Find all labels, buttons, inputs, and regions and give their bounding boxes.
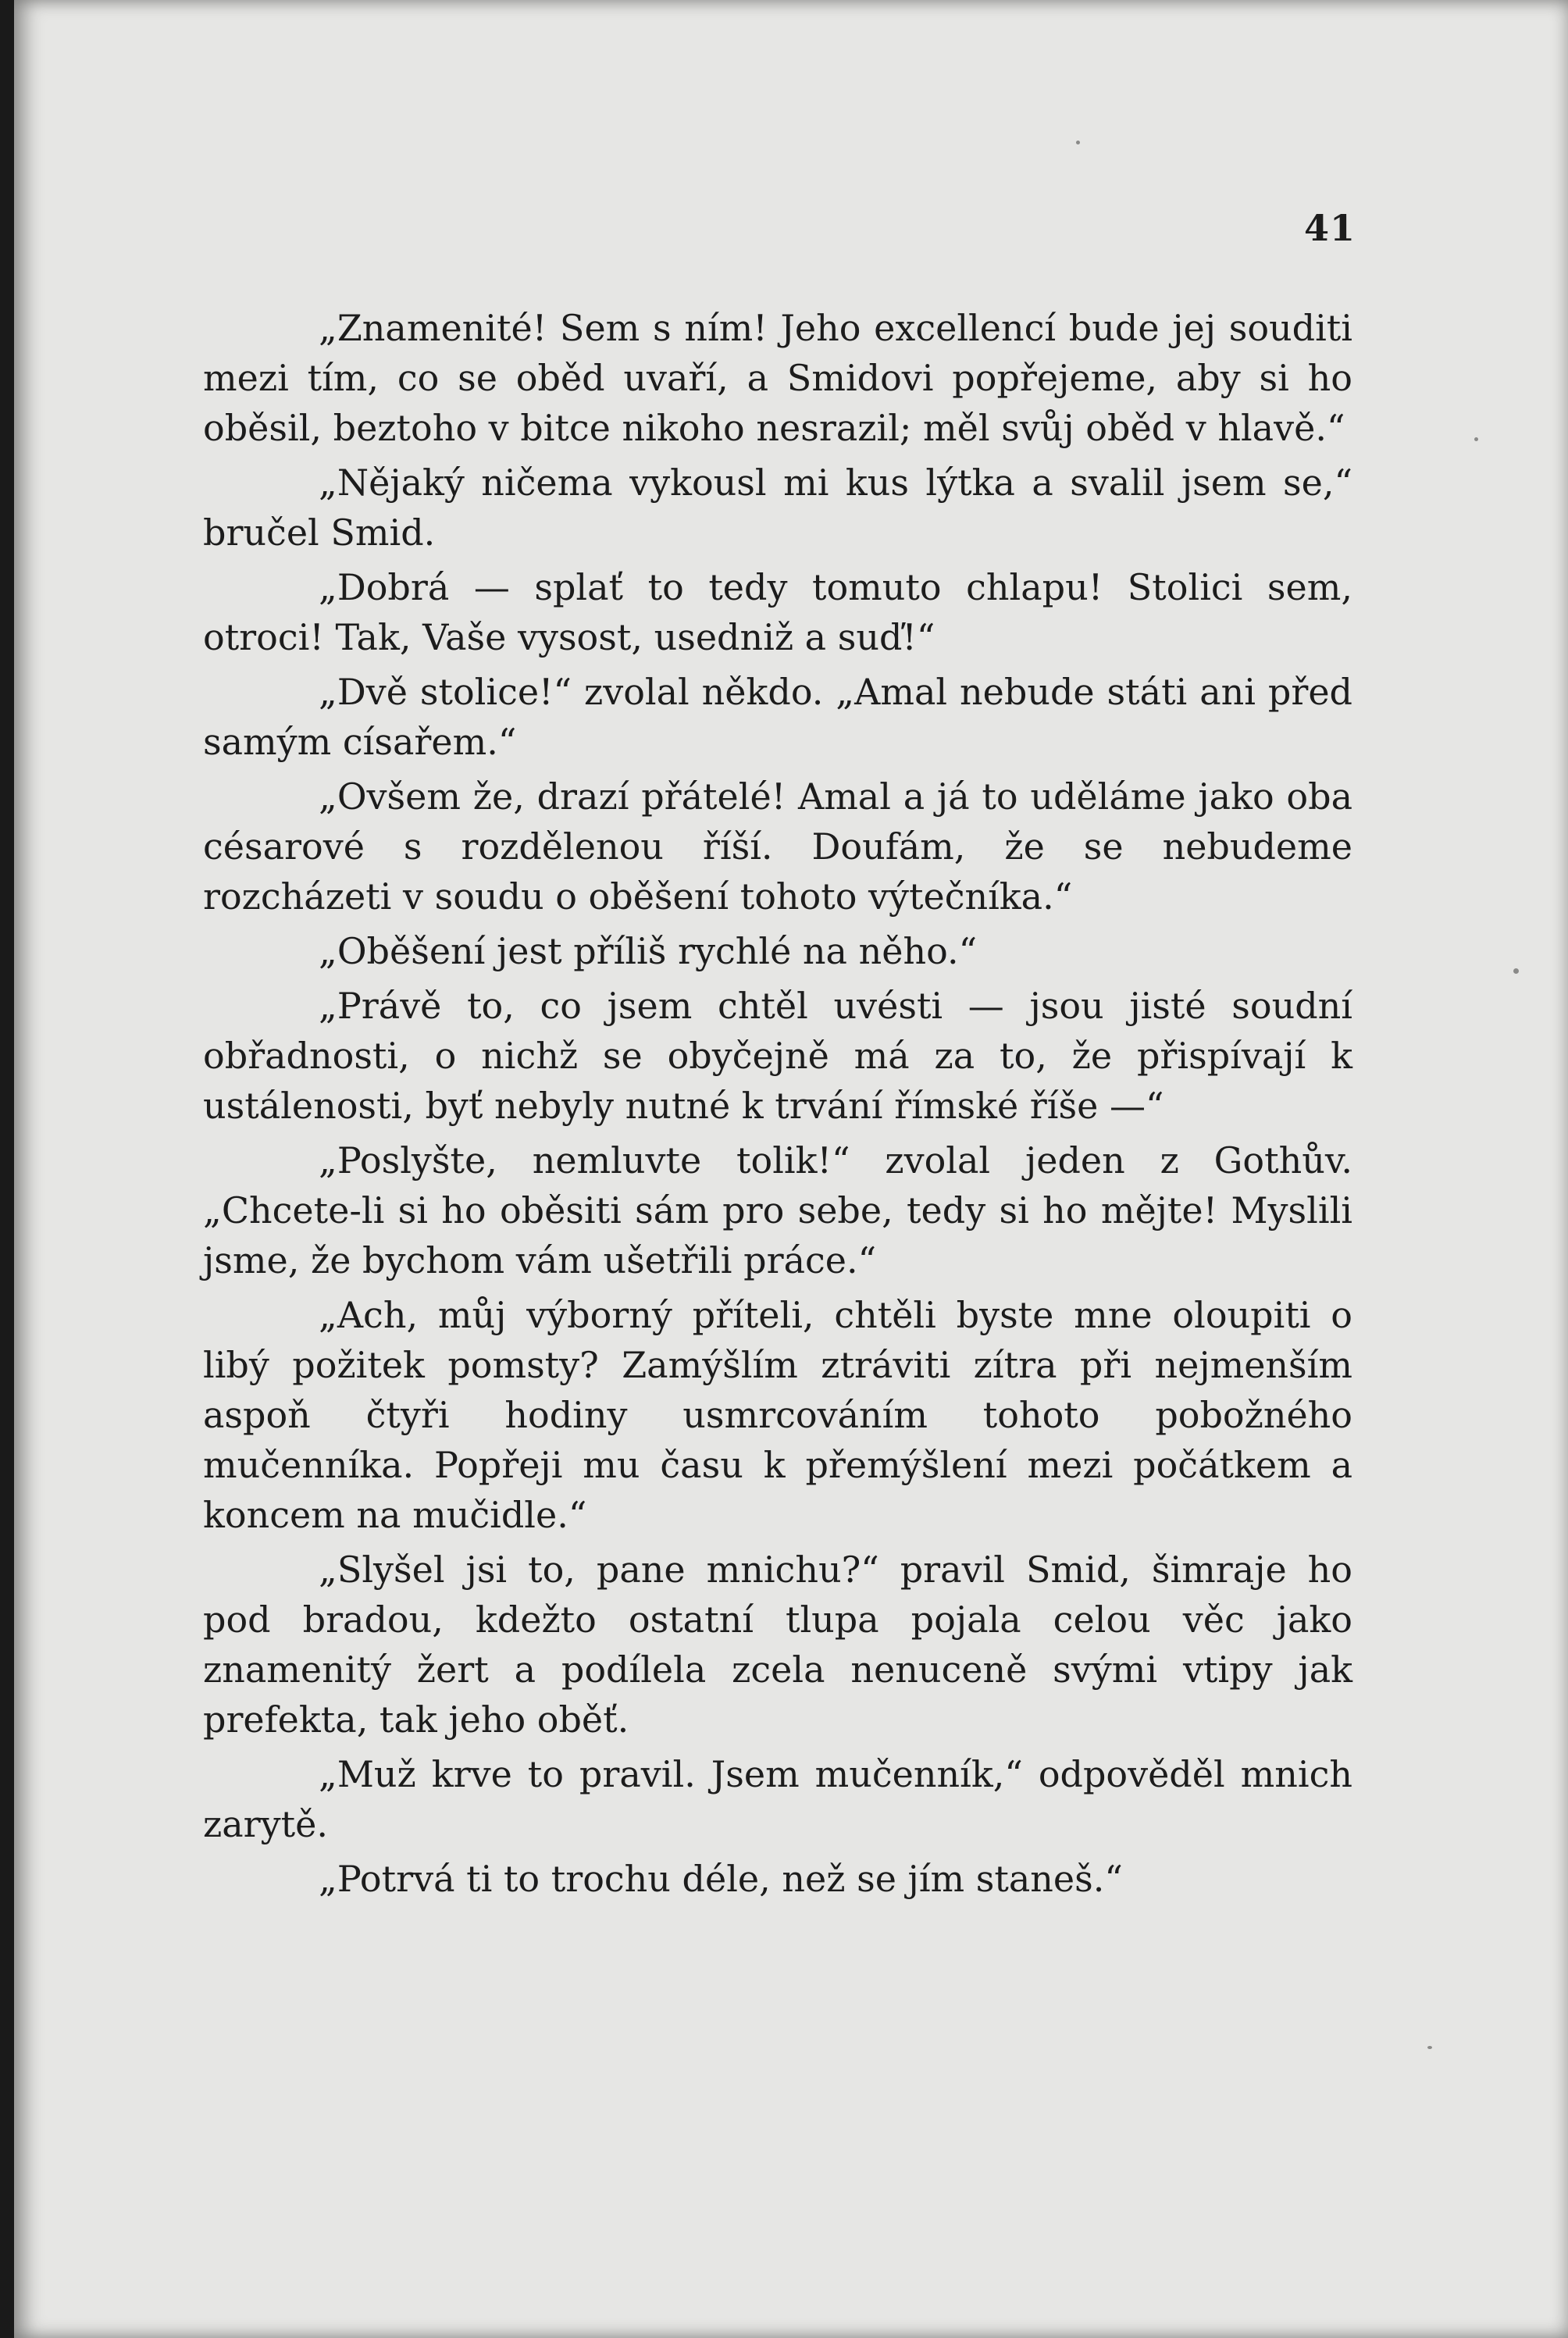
- paper-speck: [1513, 968, 1519, 974]
- paragraph: „Poslyšte, nemluvte tolik!“ zvolal jeden z Gothův. „Chcete-li si ho oběsiti sám pro sebe, tedy si ho mějte! Myslili jsme, že bychom vám ušetřili práce.“: [203, 1139, 1352, 1281]
- paragraph: „Ach, můj výborný příteli, chtěli byste mne oloupiti o libý požitek pomsty? Zamýšlím ztráviti zítra při nejmenším aspoň čtyři hodiny usmrcováním tohoto pobožného mučenníka. Popřeji mu času k přemýšlení mezi počátkem a koncem na mučidle.“: [203, 1294, 1352, 1536]
- paper-speck: [1076, 141, 1080, 144]
- page-number: 41: [1304, 207, 1356, 249]
- paragraph: „Dvě stolice!“ zvolal někdo. „Amal nebude státi ani před samým císařem.“: [203, 671, 1352, 763]
- paragraph: „Muž krve to pravil. Jsem mučenník,“ odpověděl mnich zarytě.: [203, 1753, 1352, 1845]
- paper-speck: [1474, 437, 1478, 441]
- paragraph: „Oběšení jest příliš rychlé na něho.“: [319, 930, 978, 972]
- paper-speck: [1427, 2046, 1432, 2049]
- paragraph: „Slyšel jsi to, pane mnichu?“ pravil Smid, šimraje ho pod bradou, kdežto ostatní tlupa pojala celou věc jako znamenitý žert a podílela zcela nenuceně svými vtipy jak prefekta, tak jeho oběť.: [203, 1549, 1352, 1741]
- paragraph: „Dobrá — splať to tedy tomuto chlapu! Stolici sem, otroci! Tak, Vaše vysost, usedniž a suď!“: [203, 566, 1352, 658]
- paragraph: „Potrvá ti to trochu déle, než se jím staneš.“: [319, 1858, 1123, 1900]
- body-text: [203, 303, 1352, 1909]
- book-page: [14, 0, 1568, 2338]
- paragraph: „Ovšem že, drazí přátelé! Amal a já to uděláme jako oba césarové s rozdělenou říší. Doufám, že se nebudeme rozcházeti v soudu o oběšení tohoto výtečníka.“: [203, 775, 1352, 918]
- paragraph: „Právě to, co jsem chtěl uvésti — jsou jisté soudní obřadnosti, o nichž se obyčejně má za to, že přispívají k ustálenosti, byť nebyly nutné k trvání římské říše —“: [203, 985, 1352, 1127]
- paragraph: „Nějaký ničema vykousl mi kus lýtka a svalil jsem se,“ bručel Smid.: [203, 462, 1352, 554]
- paragraph: „Znamenité! Sem s ním! Jeho excellencí bude jej souditi mezi tím, co se oběd uvaří, a Smidovi popřejeme, aby si ho oběsil, beztoho v bitce nikoho nesrazil; měl svůj oběd v hlavě.“: [203, 307, 1352, 449]
